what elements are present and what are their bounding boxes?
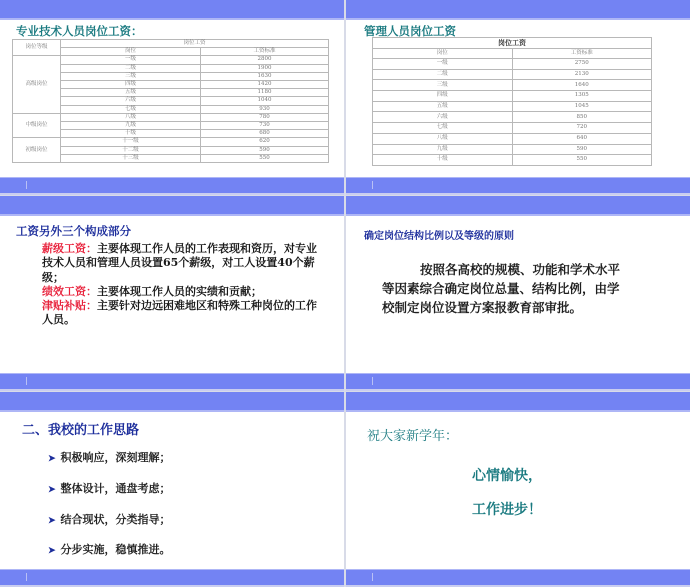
table-row	[13, 89, 329, 97]
column-header: 岗位	[61, 48, 201, 56]
table-row	[13, 97, 329, 105]
table-header-row	[13, 40, 329, 48]
position-cell: 二级	[373, 69, 513, 80]
bullet-item: ➤ 积极响应，深刻理解；	[48, 451, 171, 464]
position-cell: 四级	[61, 81, 201, 89]
salary-cell: 1640	[512, 80, 652, 91]
slide-title: 二、我校的工作思路	[22, 423, 140, 438]
component-text: 主要体现工作人员的工作表现和资历，对专业技术人员和管理人员设置65个薪级，对工人设置40个薪级；	[42, 242, 317, 284]
arrow-bullet-icon: ➤	[48, 516, 56, 526]
slide-header-band	[0, 196, 344, 216]
table-row	[13, 81, 329, 89]
slide-footer-band	[346, 177, 690, 193]
salary-cell: 2130	[512, 69, 652, 80]
slide-2-thumbnail[interactable]	[346, 0, 690, 195]
slide-4-thumbnail[interactable]	[346, 196, 690, 391]
position-cell: 八级	[373, 133, 513, 144]
table-row	[13, 154, 329, 162]
greeting-line: 工作进步！	[472, 502, 542, 518]
table-row	[13, 105, 329, 113]
bullet-item: ➤ 结合现状，分类指导；	[48, 513, 171, 526]
level-group-cell: 中级岗位	[13, 113, 61, 138]
component-item	[42, 285, 324, 299]
slide-1-thumbnail[interactable]	[0, 0, 344, 195]
slide-header-band	[0, 392, 344, 412]
slide-number-marker	[26, 377, 27, 385]
table-header-row	[13, 48, 329, 56]
slide-header-band	[0, 0, 344, 20]
position-cell: 一级	[61, 56, 201, 64]
slide-header-band	[346, 392, 690, 412]
table-title: 岗位工资	[373, 38, 652, 49]
column-header: 工资标准	[512, 49, 652, 59]
position-cell: 九级	[61, 122, 201, 130]
salary-cell: 1180	[201, 89, 329, 97]
salary-cell: 590	[512, 144, 652, 155]
principle-paragraph: 按照各高校的规模、功能和学术水平等因素综合确定岗位总量、结构比例，由学校制定岗位设置方案报教育部审批。	[382, 262, 621, 315]
table-header-row	[373, 38, 652, 49]
level-group-cell: 初级岗位	[13, 138, 61, 163]
position-cell: 三级	[373, 80, 513, 91]
salary-components-list	[42, 242, 324, 328]
table-row	[373, 123, 652, 134]
slide-title: 祝大家新学年：	[367, 429, 459, 444]
column-group-header: 岗位工资	[61, 40, 329, 48]
component-text: 主要针对边远困难地区和特殊工种岗位的工作人员。	[42, 299, 317, 327]
slide-number-marker	[372, 181, 373, 189]
table-header-row	[373, 49, 652, 59]
position-cell: 七级	[61, 105, 201, 113]
salary-cell: 550	[512, 155, 652, 166]
position-cell: 十二级	[61, 146, 201, 154]
slide-footer-band	[346, 373, 690, 389]
table-row	[373, 155, 652, 166]
slide-title: 管理人员岗位工资	[364, 24, 456, 38]
position-cell: 十三级	[61, 154, 201, 162]
component-text: 主要体现工作人员的实绩和贡献；	[97, 284, 262, 298]
table-row	[373, 101, 652, 112]
table-row	[13, 122, 329, 130]
position-cell: 一级	[373, 59, 513, 70]
position-cell: 十级	[61, 130, 201, 138]
slide-header-band	[346, 0, 690, 20]
bullet-item: ➤ 分步实施，稳慎推进。	[48, 543, 171, 556]
table-row	[373, 80, 652, 91]
slide-5-thumbnail[interactable]	[0, 392, 344, 587]
salary-cell: 1040	[201, 97, 329, 105]
component-label: 津贴补贴：	[42, 299, 97, 313]
slide-number-marker	[372, 377, 373, 385]
component-item	[42, 299, 324, 328]
slide-title: 专业技术人员岗位工资：	[16, 24, 143, 38]
column-header: 岗位等级	[13, 40, 61, 56]
salary-cell: 680	[201, 130, 329, 138]
table-row	[13, 64, 329, 72]
slide-number-marker	[26, 573, 27, 581]
table-row	[373, 59, 652, 70]
slide-footer-band	[0, 569, 344, 585]
salary-cell: 590	[201, 146, 329, 154]
professional-salary-table	[12, 39, 329, 163]
slide-number-marker	[26, 181, 27, 189]
table-row	[13, 130, 329, 138]
position-cell: 七级	[373, 123, 513, 134]
position-cell: 二级	[61, 64, 201, 72]
slide-title: 工资另外三个构成部分	[16, 224, 131, 238]
position-cell: 六级	[61, 97, 201, 105]
salary-cell: 2750	[512, 59, 652, 70]
position-cell: 三级	[61, 72, 201, 80]
table-row	[373, 133, 652, 144]
table-row	[13, 72, 329, 80]
position-cell: 六级	[373, 112, 513, 123]
salary-cell: 640	[512, 133, 652, 144]
bullet-item: ➤ 整体设计，通盘考虑；	[48, 482, 171, 495]
slide-6-thumbnail[interactable]	[346, 392, 690, 587]
salary-cell: 1420	[201, 81, 329, 89]
position-cell: 十级	[373, 155, 513, 166]
table-row	[13, 138, 329, 146]
salary-cell: 1045	[512, 101, 652, 112]
slide-footer-band	[346, 569, 690, 585]
table-row	[13, 56, 329, 64]
salary-cell: 1305	[512, 91, 652, 102]
slide-header-band	[346, 196, 690, 216]
position-cell: 五级	[61, 89, 201, 97]
salary-cell: 1630	[201, 72, 329, 80]
salary-cell: 550	[201, 154, 329, 162]
management-salary-table	[372, 37, 652, 166]
slide-number-marker	[372, 573, 373, 581]
table-row	[13, 113, 329, 121]
table-row	[373, 144, 652, 155]
column-header: 工资标准	[201, 48, 329, 56]
position-cell: 九级	[373, 144, 513, 155]
level-group-cell: 高级岗位	[13, 56, 61, 113]
salary-cell: 620	[201, 138, 329, 146]
slide-footer-band	[0, 177, 344, 193]
position-cell: 十一级	[61, 138, 201, 146]
position-cell: 八级	[61, 113, 201, 121]
position-cell: 四级	[373, 91, 513, 102]
component-item	[42, 242, 324, 285]
salary-cell: 1900	[201, 64, 329, 72]
arrow-bullet-icon: ➤	[48, 546, 56, 556]
salary-cell: 930	[201, 105, 329, 113]
salary-cell: 780	[201, 113, 329, 121]
table-row	[373, 112, 652, 123]
table-row	[13, 146, 329, 154]
component-label: 绩效工资：	[42, 284, 97, 298]
salary-cell: 2800	[201, 56, 329, 64]
component-label: 薪级工资：	[42, 242, 97, 255]
salary-cell: 730	[201, 122, 329, 130]
arrow-bullet-icon: ➤	[48, 454, 56, 464]
table-row	[373, 69, 652, 80]
salary-cell: 720	[512, 123, 652, 134]
column-header: 岗位	[373, 49, 513, 59]
slide-title: 确定岗位结构比例以及等级的原则	[364, 231, 514, 242]
slide-footer-band	[0, 373, 344, 389]
slide-3-thumbnail[interactable]	[0, 196, 344, 391]
greeting-line: 心情愉快，	[472, 468, 542, 484]
salary-cell: 850	[512, 112, 652, 123]
arrow-bullet-icon: ➤	[48, 485, 56, 495]
table-row	[373, 91, 652, 102]
position-cell: 五级	[373, 101, 513, 112]
